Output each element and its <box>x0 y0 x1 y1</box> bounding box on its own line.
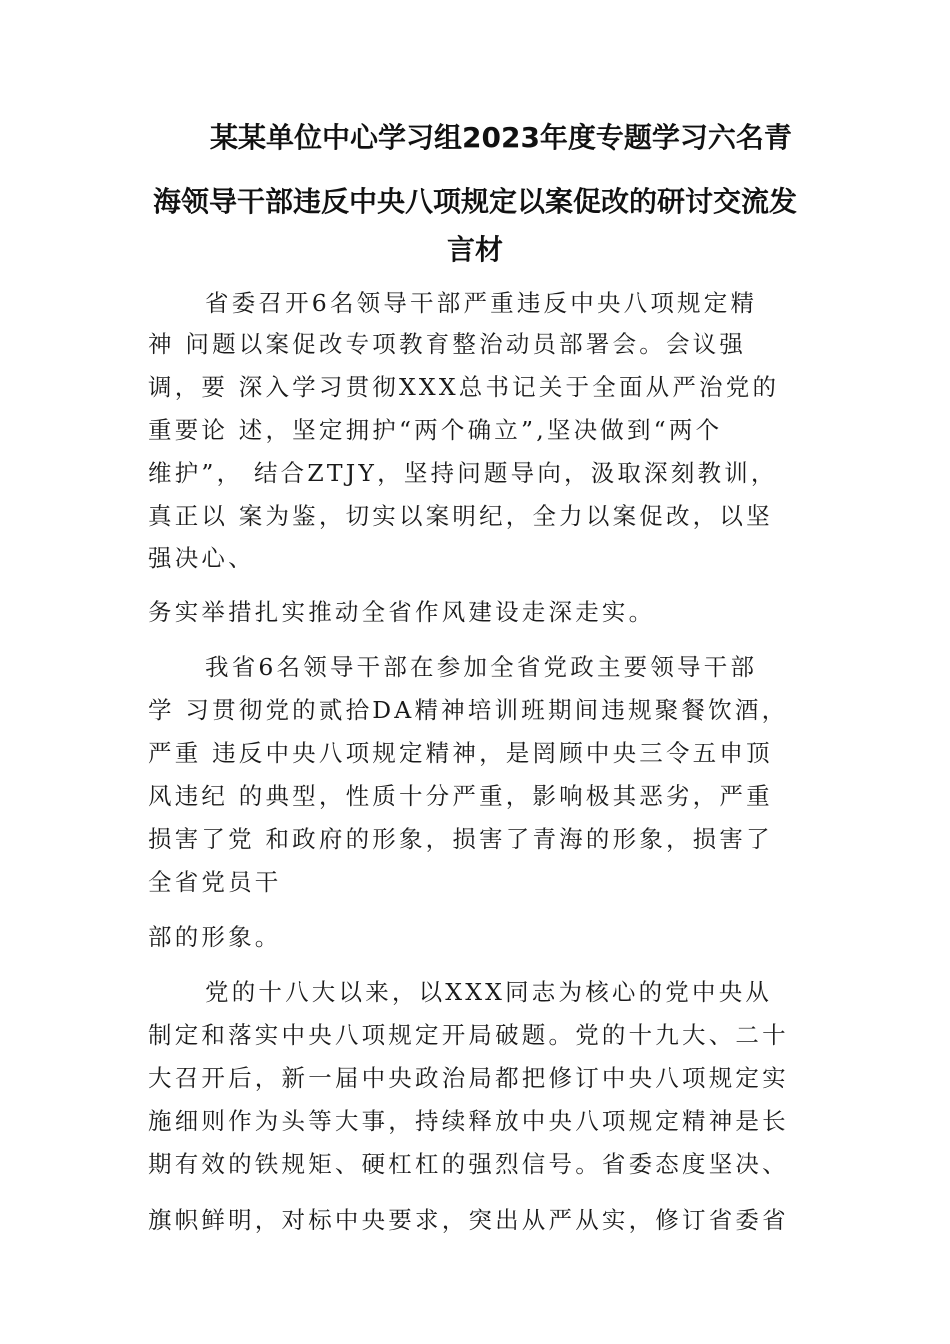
paragraph-3-line-5: 期有效的铁规矩、硬杠杠的强烈信号。省委态度坚决、 <box>148 1150 789 1178</box>
paragraph-1-line-5: 维护”， 结合ZTJY，坚持问题导向，汲取深刻教训， <box>148 459 778 487</box>
paragraph-2-line-6: 全省党员干 <box>148 868 282 896</box>
paragraph-2-line-4: 风违纪 的典型，性质十分严重，影响极其恶劣，严重 <box>148 782 773 810</box>
title-line-1: 某某单位中心学习组2023年度专题学习六名青 <box>210 121 792 154</box>
paragraph-1-line-6: 真正以 案为鉴，切实以案明纪，全力以案促改，以坚 <box>148 502 773 530</box>
paragraph-1-line-7: 强决心、 <box>148 544 255 572</box>
paragraph-1-line-8: 务实举措扎实推动全省作风建设走深走实。 <box>148 598 656 626</box>
paragraph-1-line-3: 调，要 深入学习贯彻XXX总书记关于全面从严治党的 <box>148 373 780 401</box>
paragraph-1-line-1: 省委召开6名领导干部严重违反中央八项规定精 <box>205 289 758 317</box>
paragraph-1-line-2: 神 问题以案促改专项教育整治动员部署会。会议强 <box>148 330 747 358</box>
paragraph-1-line-4: 重要论 述，坚定拥护“两个确立”,坚决做到“两个 <box>148 416 723 444</box>
paragraph-3-line-4: 施细则作为头等大事，持续释放中央八项规定精神是长 <box>148 1107 789 1135</box>
paragraph-3-line-3: 大召开后，新一届中央政治局都把修订中央八项规定实 <box>148 1064 789 1092</box>
paragraph-2-line-1: 我省6名领导干部在参加全省党政主要领导干部 <box>205 653 758 681</box>
paragraph-2-line-5: 损害了党 和政府的形象，损害了青海的形象，损害了 <box>148 825 773 853</box>
paragraph-3-line-6: 旗帜鲜明，对标中央要求，突出从严从实，修订省委省 <box>148 1206 789 1234</box>
title-line-3: 言材 <box>446 233 503 266</box>
paragraph-2-line-2: 学 习贯彻党的贰拾DA精神培训班期间违规聚餐饮酒， <box>148 696 789 724</box>
paragraph-2-line-3: 严重 违反中央八项规定精神，是罔顾中央三令五申顶 <box>148 739 773 767</box>
paragraph-3-line-2: 制定和落实中央八项规定开局破题。党的十九大、二十 <box>148 1021 789 1049</box>
paragraph-3-line-1: 党的十八大以来，以XXX同志为核心的党中央从 <box>205 978 773 1006</box>
title-line-2: 海领导干部违反中央八项规定以案促改的研讨交流发 <box>152 185 797 218</box>
paragraph-2-line-7: 部的形象。 <box>148 923 282 951</box>
